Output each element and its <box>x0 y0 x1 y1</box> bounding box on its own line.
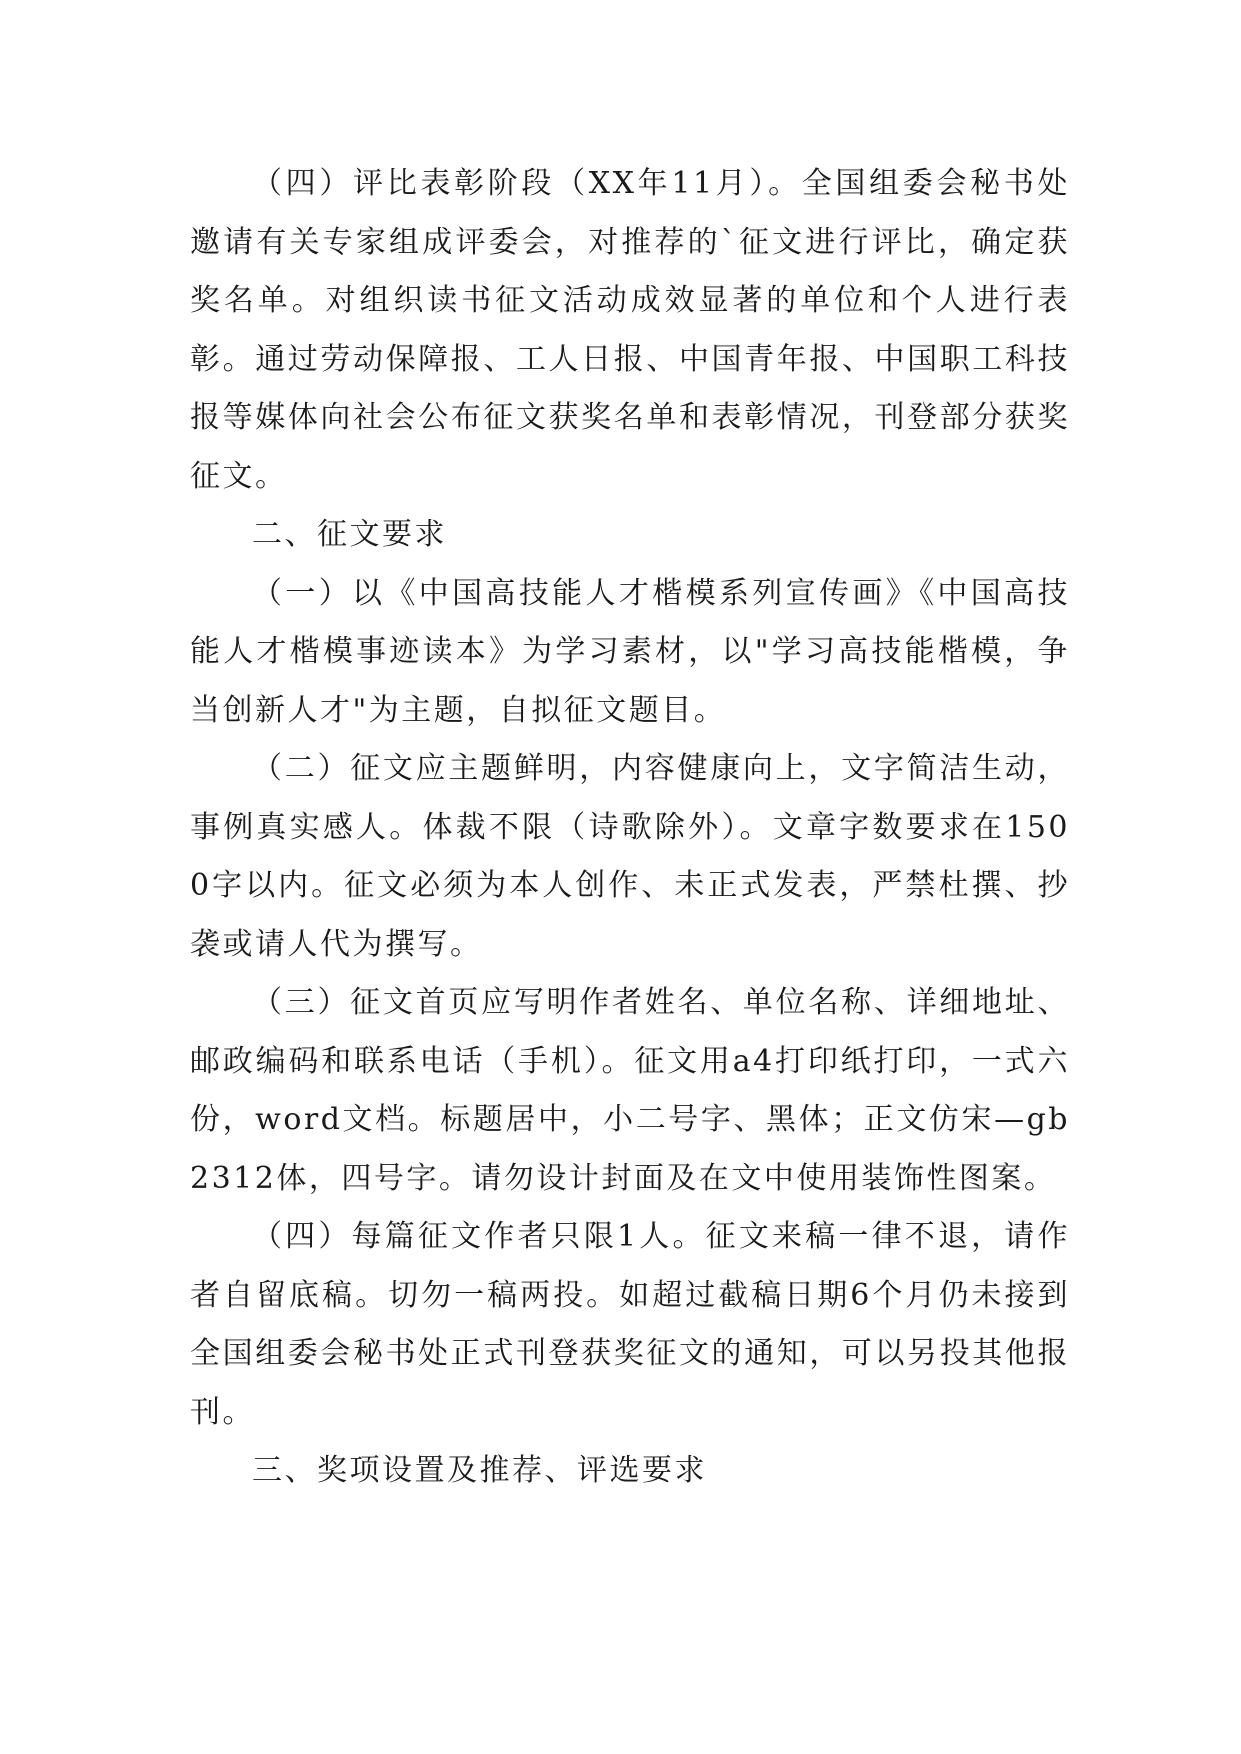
paragraph-requirement-1: （一）以《中国高技能人才楷模系列宣传画》《中国高技能人才楷模事迹读本》为学习素材，以"学习高技能楷模，争当创新人才"为主题，自拟征文题目。 <box>190 575 1070 728</box>
paragraph-requirement-2: （二）征文应主题鲜明，内容健康向上，文字简洁生动，事例真实感人。体裁不限（诗歌除外）。文章字数要求在1500字以内。征文必须为本人创作、未正式发表，严禁杜撰、抄袭或请人代为撰写。 <box>190 751 1070 962</box>
paragraph-requirement-3: （三）征文首页应写明作者姓名、单位名称、详细地址、邮政编码和联系电话（手机）。征文用a4打印纸打印，一式六份，word文档。标题居中，小二号字、黑体；正文仿宋—gb2312体，四号字。请勿设计封面及在文中使用装饰性图案。 <box>190 985 1070 1196</box>
document-body <box>190 155 1070 1501</box>
section-heading-awards: 三、奖项设置及推荐、评选要求 <box>252 1453 707 1488</box>
paragraph-requirement-4: （四）每篇征文作者只限1人。征文来稿一律不退，请作者自留底稿。切勿一稿两投。如超过截稿日期6个月仍未接到全国组委会秘书处正式刊登获奖征文的通知，可以另投其他报刊。 <box>190 1219 1070 1430</box>
paragraph-evaluation-stage: （四）评比表彰阶段（XX年11月）。全国组委会秘书处邀请有关专家组成评委会，对推荐的`征文进行评比，确定获奖名单。对组织读书征文活动成效显著的单位和个人进行表彰。通过劳动保障报、工人日报、中国青年报、中国职工科技报等媒体向社会公布征文获奖名单和表彰情况，刊登部分获奖征文。 <box>190 166 1070 494</box>
section-heading-essay-requirements: 二、征文要求 <box>252 517 447 552</box>
